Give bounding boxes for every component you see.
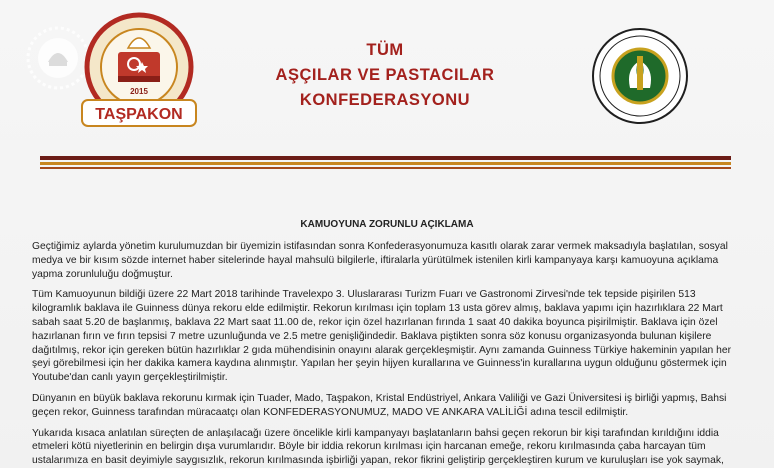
confederation-title xyxy=(250,38,520,113)
title-line-3: KONFEDERASYONU xyxy=(299,91,471,109)
paragraph-1: Geçtiğimiz aylarda yönetim kurulumuzdan bir üyemizin istifasından sonra Konfederasyonumuza kasıtlı olarak zarar vermek maksadıyla başlatılan, sosyal medya ve bir kısım sözde internet haber sitelerinde hayal mahsulü bilgilerle, iftiralarla yürütülmek istenilen kirli kampanyaya karşı kamuoyuna açıklama yapma zorunluluğu doğmuştur. xyxy=(32,241,728,280)
header-divider-gold xyxy=(40,162,731,165)
taspakon-logo-year: 2015 xyxy=(130,87,148,96)
header-divider-rust xyxy=(40,167,731,169)
world-platform-logo xyxy=(590,26,690,126)
taspakon-logo xyxy=(78,12,200,132)
title-line-1: TÜM xyxy=(366,41,404,59)
title-line-2: AŞÇILAR VE PASTACILAR xyxy=(275,66,495,84)
header-divider-dark xyxy=(40,156,731,160)
document-title: KAMUOYUNA ZORUNLU AÇIKLAMA xyxy=(300,219,474,230)
taspakon-logo-name: TAŞPAKON xyxy=(95,106,183,123)
paragraph-2: Tüm Kamuoyunun bildiği üzere 22 Mart 2018 tarihinde Travelexpo 3. Uluslararası Turizm Fuarı ve Gastronomi Zirvesi'nde tek tepside pişirilen 513 kilogramlık baklava ile Guinness dünya rekoru elde edilmiştir. Rekorun kırılması için toplam 13 usta görev almış, baklava yapımı için hazırlıklara 22 Mart sabah saat 5.20 de başlanmış, baklava 22 Mart saat 11.00 de, rekor için özel hazırlanan fırında 1 saat 40 dakika boyunca pişirilmiştir. Baklava için özel hazırlanan fırın ve fırın tepsisi 7 metre uzunluğunda ve 2.5 metre genişliğindedir. Baklava piştikten sonra söz konusu organizasyonda bulunan kişilere dağıtılmış, rekor için gereken bütün hazırlıklar 2 gıda mühendisinin onayını alarak gerçekleşmiştir. Aynı zamanda Guinness Türkiye hakeminin yapılan her şeyi görebilmesi için her dakika kamera kaydına alınmıştır. Yapılan her şeyin hijyen kurallarına ve Guinness'in kurallarına uygun olduğunu göstermek için Youtube'dan canlı yayın gerçekleştirilmiştir. xyxy=(32,289,732,384)
document-body xyxy=(32,240,738,468)
paragraph-3: Dünyanın en büyük baklava rekorunu kırmak için Tuader, Mado, Taşpakon, Kristal Endüstriyel, Ankara Valiliği ve Gazi Üniversitesi iş birliği yapmış, Bahsi geçen rekor, Guinness tarafından müracaatçı olan KONFEDERASYONUMUZ, MADO VE ANKARA VALİLİĞİ adına tescil edilmiştir. xyxy=(32,392,727,418)
paragraph-4: Yukarıda kısaca anlatılan süreçten de anlaşılacağı üzere öncelikle kirli kampanyayı başlatanların bahsi geçen rekorun bir kişi tarafından kırıldığını iddia etmeleri kötü niyetlerinin en belirgin dışa vurumlarıdır. Böyle bir iddia rekorun kırılması için harcanan emeğe, rekoru kırılmasında çaba harcayan tüm ustalarımıza en basit deyimiyle saygısızlık, rekorun kırılmasında işbirliği yapan, rekor fikrini geliştirip gerçekleştiren kurum ve kuruluşları ise yok saymak, xyxy=(32,427,724,467)
